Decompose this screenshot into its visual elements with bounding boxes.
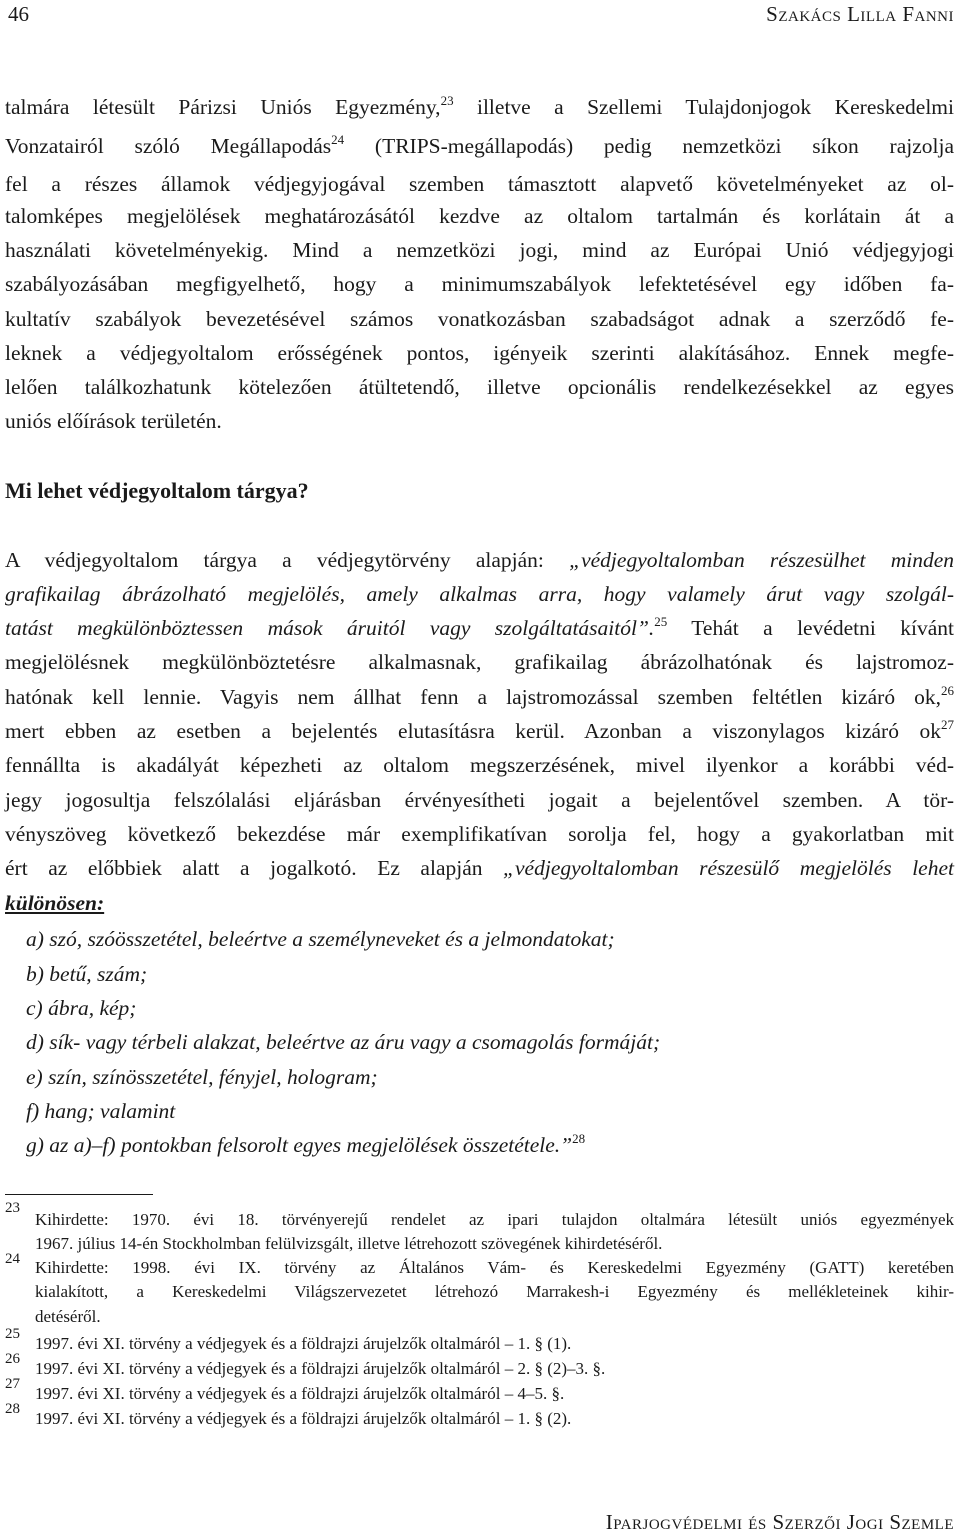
footnote-line: Kihirdette: 1970. évi 18. törvényerejű rendelet az ipari tulajdon oltalmára létesült uniós egyezmények bbox=[35, 1210, 954, 1229]
footnote-line: 1997. évi XI. törvény a védjegyek és a földrajzi árujelzők oltalmáról – 1. § (1). bbox=[35, 1334, 572, 1353]
text-line: fel a részes államok védjegyjogával szemben támasztott alapvető követelményeket az ol- bbox=[5, 172, 954, 196]
text-line: A védjegyoltalom tárgya a védjegytörvény alapján: „védjegyoltalomban részesülhet minden bbox=[5, 548, 954, 572]
list-item: a) szó, szóösszetétel, beleértve a személyneveket és a jelmondatokat; bbox=[26, 927, 615, 951]
footnote-ref[interactable]: 26 bbox=[941, 683, 954, 698]
text-line: leknek a védjegyoltalom erősségének pontos, igényeik szerinti alakításához. Ennek megfe- bbox=[5, 341, 954, 365]
text-line: lelően találkozhatunk kötelezően átültetendő, illetve opcionális rendelkezésekkel az egyes bbox=[5, 375, 954, 399]
text-line: hatónak kell lennie. Vagyis nem állhat fenn a lajstromozással szemben feltétlen kizáró ok,$^{26}$ bbox=[5, 683, 954, 709]
footnote-ref[interactable]: 25 bbox=[654, 614, 668, 629]
list-item: c) ábra, kép; bbox=[26, 996, 137, 1020]
text-line: fennállta is akadályát képezheti az oltalom megszerzésének, mivel ilyenkor a korábbi véd- bbox=[5, 753, 954, 777]
footnote-line: 1997. évi XI. törvény a védjegyek és a földrajzi árujelzők oltalmáról – 4–5. §. bbox=[35, 1384, 565, 1403]
text-line: Vonzatairól szóló Megállapodás$^{24}$ (TRIPS-megállapodás) pedig nemzetközi síkon rajzolja bbox=[5, 132, 954, 158]
footnote-number: 27 bbox=[5, 1376, 20, 1392]
list-item: b) betű, szám; bbox=[26, 962, 148, 986]
footnote-line: detéséről. bbox=[35, 1307, 101, 1326]
footnote-ref[interactable]: 28 bbox=[572, 1131, 586, 1146]
footnote-number: 25 bbox=[5, 1326, 20, 1342]
text-line: mert ebben az esetben a bejelentés elutasításra kerül. Azonban a viszonylagos kizáró $ok^{27}$ bbox=[5, 717, 954, 743]
footnote-number: 24 bbox=[5, 1251, 20, 1267]
list-item: g) az a)–f) pontokban felsorolt egyes megjelölések összetétele.”$^{28}$ bbox=[26, 1131, 586, 1157]
text-line: talmára létesült Párizsi Uniós Egyezmény,$^{23}$ illetve a Szellemi Tulajdonjogok Kereskedelmi bbox=[5, 93, 954, 119]
text-line: ért az előbbiek alatt a jogalkotó. Ez alapján „védjegyoltalomban részesülő megjelölés lehet bbox=[5, 856, 954, 880]
text-line: tatást megkülönböztessen mások áruitól vagy szolgáltatásaitól”.$^{25}$ Tehát a levédetni kívánt bbox=[5, 614, 954, 640]
footnote-line: 1997. évi XI. törvény a védjegyek és a földrajzi árujelzők oltalmáról – 1. § (2). bbox=[35, 1409, 572, 1428]
text-line: használati követelményekig. Mind a nemzetközi jogi, mind az Európai Unió védjegyjogi bbox=[5, 238, 954, 262]
text-line: vényszöveg következő bekezdése már exemplifikatívan sorolja fel, hogy a gyakorlatban mit bbox=[5, 822, 954, 846]
list-item: e) szín, színösszetétel, fényjel, hologram; bbox=[26, 1065, 378, 1089]
footnote-ref[interactable]: 23 bbox=[440, 93, 454, 108]
text-line: grafikailag ábrázolható megjelölés, amely alkalmas arra, hogy valamely árut vagy szolgál- bbox=[5, 582, 954, 606]
text-line: kultatív szabályok bevezetésével számos vonatkozásban szabadságot adnak a szerződő fe- bbox=[5, 307, 954, 331]
section-heading: Mi lehet védjegyoltalom tárgya? bbox=[5, 478, 309, 503]
footnote-number: 26 bbox=[5, 1351, 20, 1367]
footnote-line: kialakított, a Kereskedelmi Világszervezetet létrehozó Marrakesh-i Egyezmény és mellékleteinek kihir- bbox=[35, 1282, 954, 1301]
footnote-number: 28 bbox=[5, 1401, 20, 1417]
text-line: jegy jogosultja felszólalási eljárásban érvényesítheti jogait a bejelentővel szemben. A tör- bbox=[5, 788, 954, 812]
running-footer-journal: Iparjogvédelmi és Szerzői Jogi Szemle bbox=[605, 1510, 954, 1534]
footnote-ref[interactable]: 27 bbox=[941, 717, 954, 732]
text-line: szabályozásában megfigyelhető, hogy a minimumszabályok lefektetésével egy időben fa- bbox=[5, 272, 954, 296]
text-line: talomképes megjelölések meghatározásától kezdve az oltalom tartalmán és korlátain át a bbox=[5, 204, 954, 228]
footnote-divider bbox=[5, 1194, 153, 1195]
text-line: megjelölésnek megkülönböztetésre alkalmasnak, grafikailag ábrázolhatónak és lajstromoz- bbox=[5, 650, 954, 674]
list-item: d) sík- vagy térbeli alakzat, beleértve az áru vagy a csomagolás formáját; bbox=[26, 1030, 661, 1054]
running-header-author: Szakács Lilla Fanni bbox=[766, 2, 954, 26]
footnote-number: 23 bbox=[5, 1200, 20, 1216]
page-number: 46 bbox=[8, 2, 29, 26]
footnote-line: Kihirdette: 1998. évi IX. törvény az Általános Vám- és Kereskedelmi Egyezmény (GATT) keretében bbox=[35, 1258, 954, 1277]
text-line: különösen: bbox=[5, 891, 105, 915]
text-line: uniós előírások területén. bbox=[5, 409, 222, 433]
footnote-line: 1967. július 14-én Stockholmban felülvizsgált, illetve létrehozott szövegének kihirdetéséről. bbox=[35, 1234, 663, 1253]
footnote-ref[interactable]: 24 bbox=[331, 132, 345, 147]
list-item: f) hang; valamint bbox=[26, 1099, 176, 1123]
footnote-line: 1997. évi XI. törvény a védjegyek és a földrajzi árujelzők oltalmáról – 2. § (2)–3. §. bbox=[35, 1359, 606, 1378]
